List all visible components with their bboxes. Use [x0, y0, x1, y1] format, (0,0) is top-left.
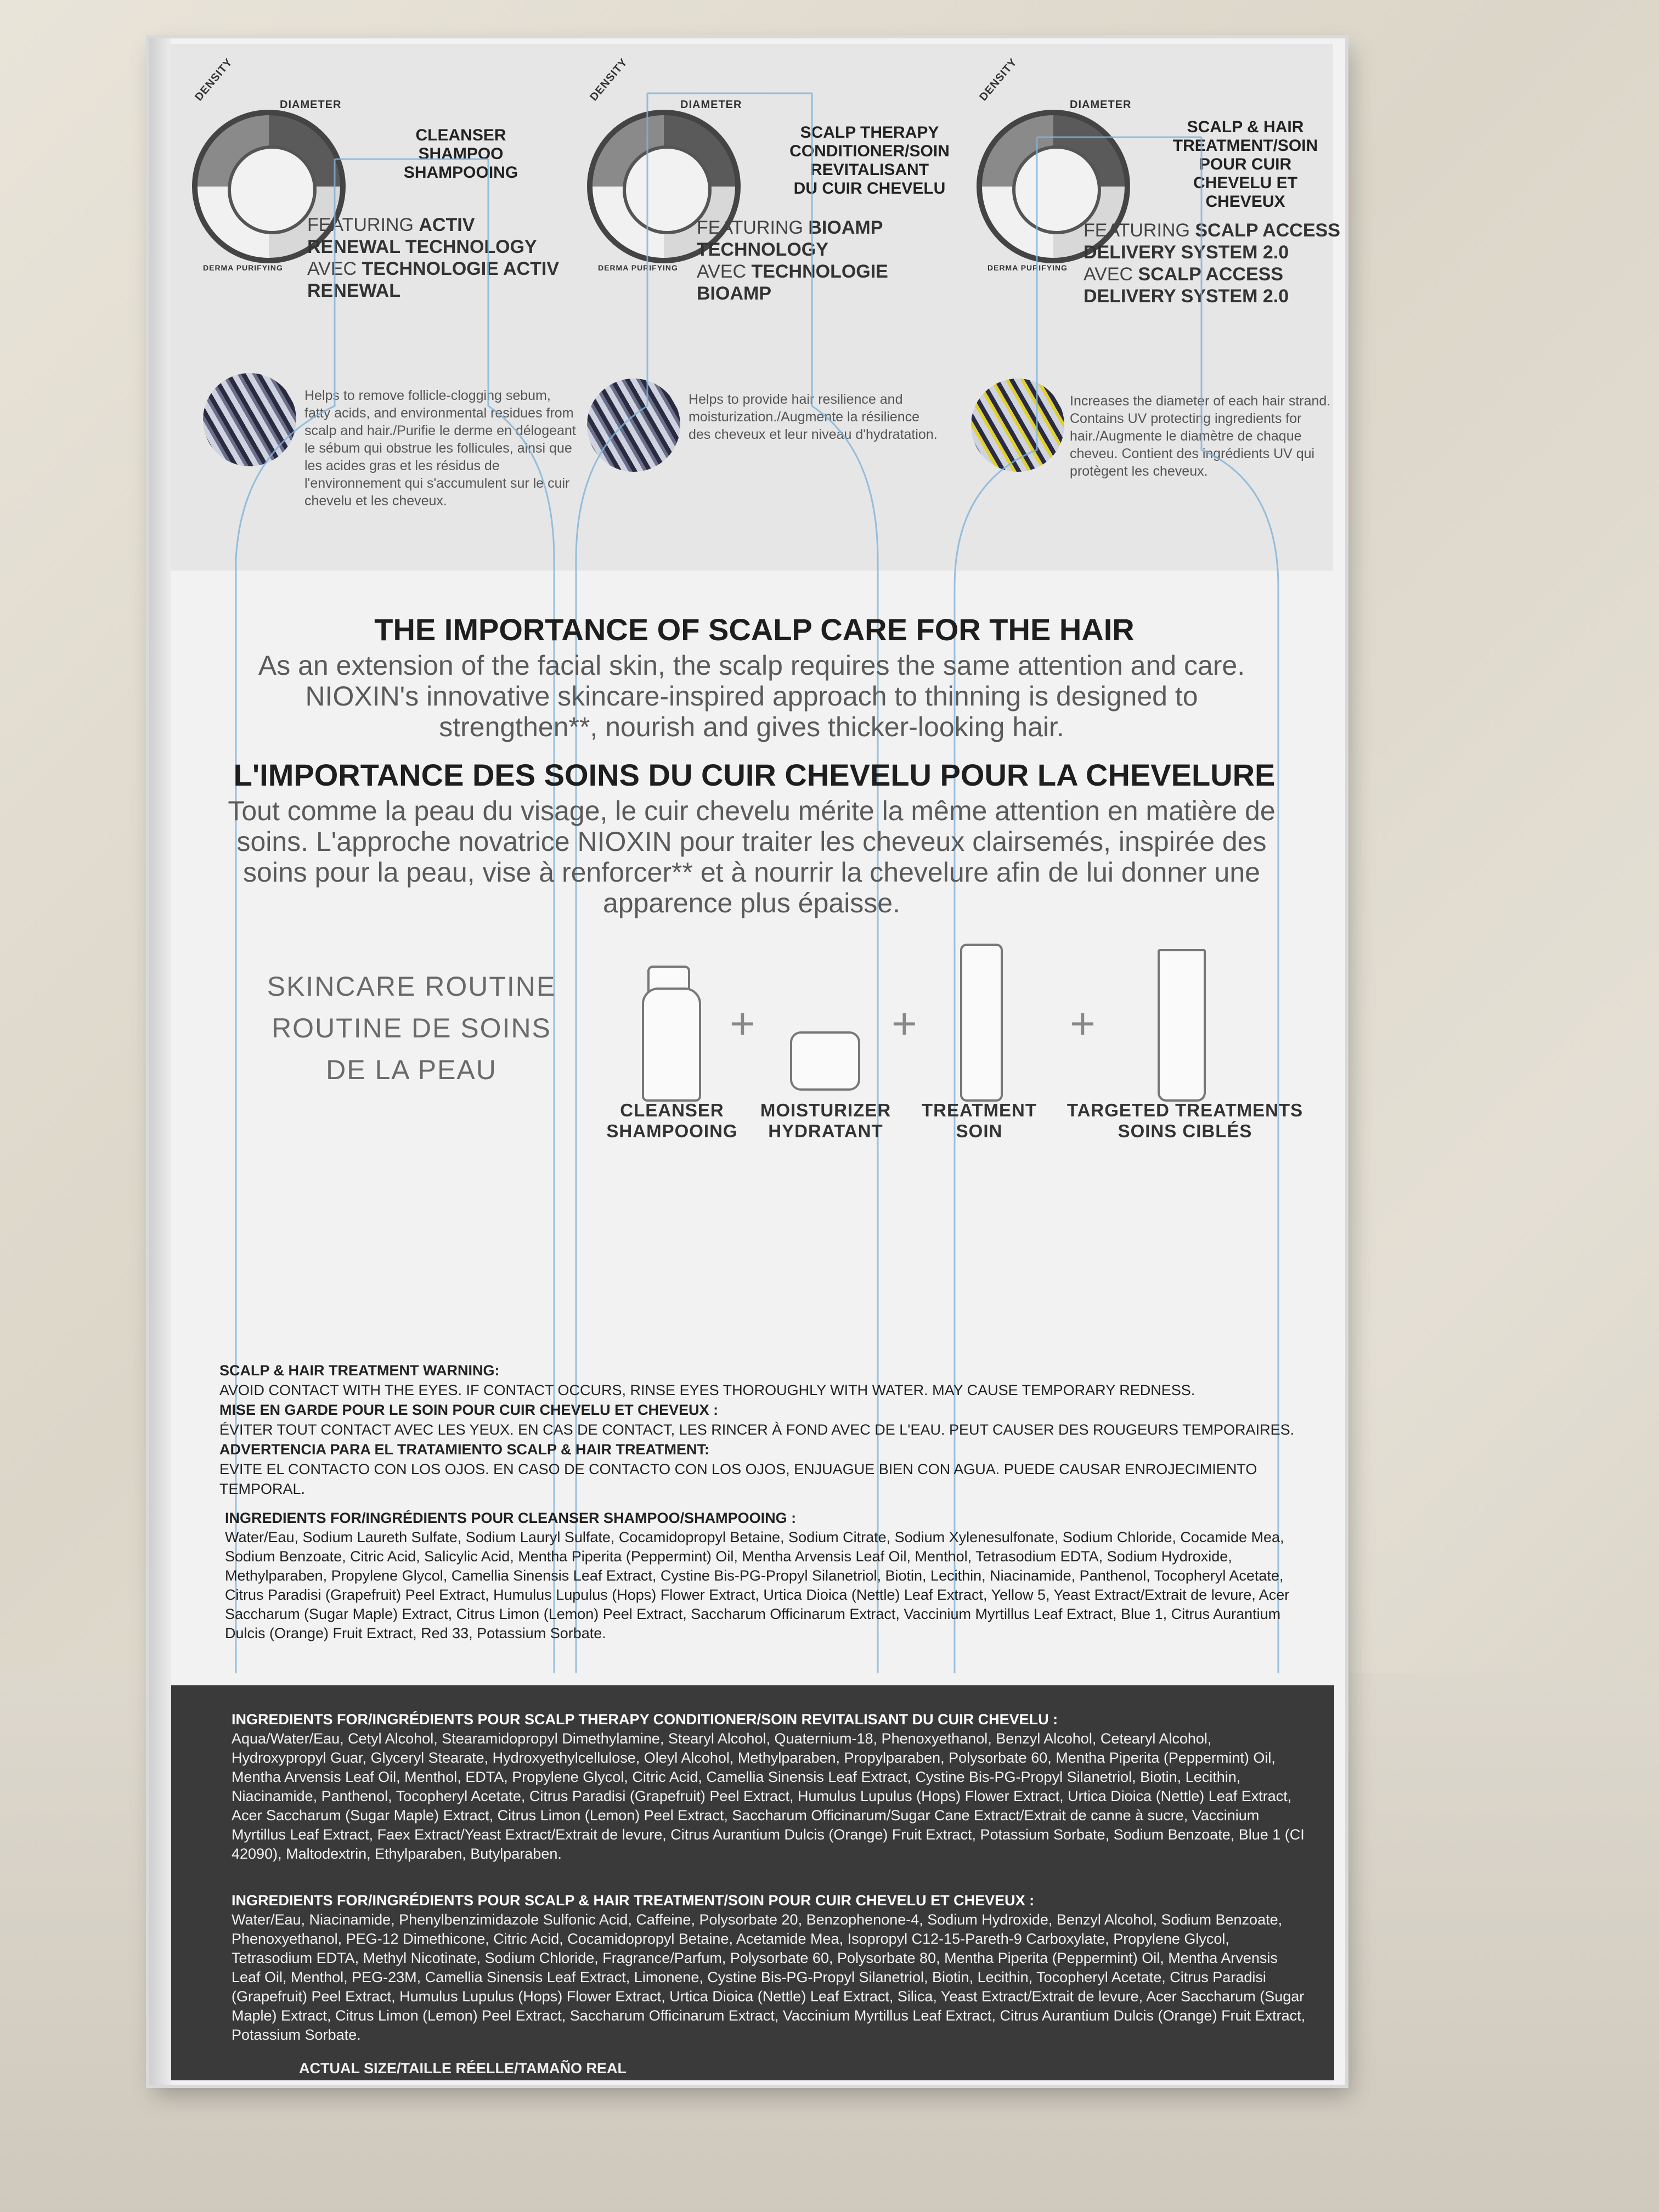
ingredients-shampoo-list: Water/Eau, Sodium Laureth Sulfate, Sodium Lauryl Sulfate, Cocamidopropyl Betaine, Sodium Citrate, Sodium Xylenesulfonate, Sodium Chloride, Cocamide Mea, Sodium Benzoate, Citric Acid, Salicylic Acid, Mentha Piperita (Peppermint) Oil, Mentha Arvensis Leaf Oil, Menthol, Tetrasodium EDTA, Sodium Hydroxide, Methylparaben, Propylene Glycol, Camellia Sinensis Leaf Extract, Cystine Bis-PG-Propyl Silanetriol, Biotin, Lecithin, Niacinamide, Panthenol, Tocopheryl Acetate, Citrus Paradisi (Grapefruit) Peel Extract, Humulus Lupulus (Hops) Flower Extract, Urtica Dioica (Nettle) Leaf Extract, Yellow 5, Yeast Extract/Extrait de levure, Acer Saccharum (Sugar Maple) Extract, Citrus Limon (Lemon) Peel Extract, Saccharum Officinarum Extract, Vaccinium Myrtillus Leaf Extract, Blue 1, Citrus Aurantium Dulcis (Orange) Fruit Extract, Red 33, Potassium Sorbate.	[225, 1529, 1290, 1641]
product-name: SCALP & HAIR TREATMENT/SOIN POUR CUIR CHEVELU ET CHEVEUX	[1172, 118, 1318, 211]
benefit-text: Helps to provide hair resilience and moisturization./Augmente la résilience des cheveux et leur niveau d'hydratation.	[689, 392, 938, 442]
benefit-text: Helps to remove follicle-clogging sebum, fatty acids, and environmental residues from scalp and hair./Purifie le derme en délogeant le sébum qui obstrue les follicules, ainsi que les acides gras et les résidus de l'environnement qui s'accumulent sur le cuir chevelu et les cheveux.	[304, 388, 576, 509]
warning-text-es: EVITE EL CONTACTO CON LOS OJOS. EN CASO DE CONTACTO CON LOS OJOS, ENJUAGUE BIEN CON AGUA. PUEDE CAUSAR ENROJECIMIENTO TEMPORAL.	[219, 1461, 1257, 1497]
ingredients-conditioner-list: Aqua/Water/Eau, Cetyl Alcohol, Stearamidopropyl Dimethylamine, Stearyl Alcohol, Quaternium-18, Phenoxyethanol, Benzyl Alcohol, Cetearyl Alcohol, Hydroxypropyl Guar, Glyceryl Stearate, Hydroxyethylcellulose, Oleyl Alcohol, Methylparaben, Propylparaben, Polysorbate 60, Mentha Piperita (Peppermint) Oil, Mentha Arvensis Leaf Oil, Menthol, EDTA, Propylene Glycol, Citric Acid, Camellia Sinensis Leaf Extract, Cystine Bis-PG-Propyl Silanetriol, Biotin, Lecithin, Niacinamide, Panthenol, Tocopheryl Acetate, Citrus Paradisi (Grapefruit) Peel Extract, Humulus Lupulus (Hops) Flower Extract, Urtica Dioica (Nettle) Leaf Extract, Acer Saccharum (Sugar Maple) Extract, Citrus Limon (Lemon) Peel Extract, Saccharum Officinarum/Sugar Cane Extract/Extrait de canne à sucre, Vaccinium Myrtillus Leaf Extract, Faex Extract/Yeast Extract/Extrait de levure, Citrus Aurantium Dulcis (Orange) Fruit Extract, Potassium Sorbate, Sodium Benzoate, Blue 1 (CI 42090), Maltodextrin, Ethylparaben, Butylparaben.	[232, 1730, 1305, 1862]
warning-title-fr: MISE EN GARDE POUR LE SOIN POUR CUIR CHEVELU ET CHEVEUX :	[219, 1402, 719, 1418]
moisturizer-jar-icon	[790, 1031, 860, 1091]
ingredients-conditioner-title: INGREDIENTS FOR/INGRÉDIENTS POUR SCALP THERAPY CONDITIONER/SOIN REVITALISANT DU CUIR CHEVELU :	[232, 1711, 1058, 1728]
ingredients-treatment-title: INGREDIENTS FOR/INGRÉDIENTS POUR SCALP & HAIR TREATMENT/SOIN POUR CUIR CHEVELU ET CHEVEUX :	[232, 1892, 1035, 1909]
warning-block	[219, 1361, 1317, 1499]
step-treatment: TREATMENT SOIN	[921, 1100, 1037, 1141]
importance-body-en: As an extension of the facial skin, the scalp requires the same attention and care. NIOXIN's innovative skincare-inspired approach to thinning is designed to strengthen**, nourish and gives thicker-looking hair.	[258, 650, 1245, 742]
importance-title-en: THE IMPORTANCE OF SCALP CARE FOR THE HAIR	[374, 612, 1135, 647]
box-side-edge	[149, 38, 171, 2085]
treatment-bottle-icon	[960, 944, 1003, 1102]
importance-body-fr: Tout comme la peau du visage, le cuir chevelu mérite la même attention en matière de soins. L'approche novatrice NIOXIN pour traiter les cheveux clairsemés, inspirée des soins pour la peau, vise à renforcer** et à nourrir la chevelure afin de lui donner une apparence plus épaisse.	[228, 795, 1276, 918]
dial-density-label: DENSITY	[193, 56, 235, 104]
ingredients-treatment-list: Water/Eau, Niacinamide, Phenylbenzimidazole Sulfonic Acid, Caffeine, Polysorbate 20, Benzophenone-4, Sodium Hydroxide, Benzyl Alcohol, Sodium Benzoate, Phenoxyethanol, PEG-12 Dimethicone, Citric Acid, Cocamidopropyl Betaine, Acetamide Mea, Isopropyl C12-15-Pareth-9 Carboxylate, Propylene Glycol, Tetrasodium EDTA, Methyl Nicotinate, Sodium Chloride, Fragrance/Parfum, Polysorbate 60, Polysorbate 80, Mentha Piperita (Peppermint) Oil, Mentha Arvensis Leaf Oil, Menthol, PEG-23M, Camellia Sinensis Leaf Extract, Limonene, Cystine Bis-PG-Propyl Silanetriol, Biotin, Lecithin, Tocopheryl Acetate, Citrus Paradisi (Grapefruit) Peel Extract, Humulus Lupulus (Hops) Flower Extract, Urtica Dioica (Nettle) Leaf Extract, Silica, Yeast Extract/Extrait de levure, Acer Saccharum (Sugar Maple) Extract, Citrus Limon (Lemon) Peel Extract, Saccharum Officinarum Extract, Vaccinium Myrtillus Leaf Extract, Citrus Aurantium Dulcis (Orange) Fruit Extract, Potassium Sorbate.	[232, 1911, 1306, 2043]
hair-strand-thumbnail	[203, 373, 296, 466]
dial-density-label: DENSITY	[588, 56, 630, 104]
warning-title-es: ADVERTENCIA PARA EL TRATAMIENTO SCALP & HAIR TREATMENT:	[219, 1441, 710, 1458]
ingredients-conditioner	[232, 1710, 1307, 1864]
warning-title-en: SCALP & HAIR TREATMENT WARNING:	[219, 1362, 500, 1379]
hair-strand-thumbnail	[587, 379, 680, 472]
product-treatment	[977, 56, 1350, 362]
benefit-text: Increases the diameter of each hair strand. Contains UV protecting ingredients for hair./Augmente le diamètre de chaque cheveu. Contient des ingrédients UV qui protègent les cheveux.	[1070, 393, 1331, 479]
step-cleanser: CLEANSER SHAMPOOING	[606, 1100, 738, 1141]
ingredients-shampoo	[225, 1509, 1317, 1643]
plus-icon: +	[730, 999, 755, 1048]
hair-strand-thumbnail	[971, 379, 1064, 472]
plus-icon: +	[891, 999, 917, 1048]
dial-derma-label: DERMA PURIFYING	[203, 263, 283, 272]
warning-text-en: AVOID CONTACT WITH THE EYES. IF CONTACT OCCURS, RINSE EYES THOROUGHLY WITH WATER. MAY CAUSE TEMPORARY REDNESS.	[219, 1382, 1195, 1398]
ingredients-shampoo-title: INGREDIENTS FOR/INGRÉDIENTS POUR CLEANSER SHAMPOO/SHAMPOOING :	[225, 1510, 797, 1526]
step-targeted: TARGETED TREATMENTS SOINS CIBLÉS	[1066, 1100, 1304, 1141]
tube-icon	[1158, 949, 1206, 1102]
dial-derma-label: DERMA PURIFYING	[988, 263, 1068, 272]
feature-text: FEATURING ACTIV RENEWAL TECHNOLOGY AVEC TECHNOLOGIE ACTIV RENEWAL	[307, 215, 560, 301]
product-cleanser	[192, 56, 565, 362]
dial-derma-label: DERMA PURIFYING	[598, 263, 678, 272]
routine-label: SKINCARE ROUTINE ROUTINE DE SOINS DE LA PEAU	[267, 971, 556, 1085]
ingredients-treatment	[232, 1891, 1307, 2045]
dial-diameter-label: DIAMETER	[680, 99, 742, 111]
dial-diameter-label: DIAMETER	[1070, 99, 1132, 111]
cleanser-bottle-icon	[642, 988, 701, 1102]
product-name: CLEANSER SHAMPOO SHAMPOOING	[403, 126, 518, 182]
importance-title-fr: L'IMPORTANCE DES SOINS DU CUIR CHEVELU POUR LA CHEVELURE	[233, 758, 1276, 792]
ingredients-dark-panel	[171, 1685, 1334, 2080]
product-conditioner	[587, 56, 960, 362]
feature-text: FEATURING SCALP ACCESS DELIVERY SYSTEM 2.0 AVEC SCALP ACCESS DELIVERY SYSTEM 2.0	[1084, 220, 1340, 307]
product-name: SCALP THERAPY CONDITIONER/SOIN REVITALISANT DU CUIR CHEVELU	[789, 123, 950, 198]
dial-diameter-label: DIAMETER	[280, 99, 342, 111]
warning-text-fr: ÉVITER TOUT CONTACT AVEC LES YEUX. EN CAS DE CONTACT, LES RINCER À FOND AVEC DE L'EAU. PEUT CAUSER DES ROUGEURS TEMPORAIRES.	[219, 1421, 1295, 1438]
plus-icon: +	[1070, 999, 1096, 1048]
feature-text: FEATURING BIOAMP TECHNOLOGY AVEC TECHNOLOGIE BIOAMP	[697, 217, 888, 304]
step-moisturizer: MOISTURIZER HYDRATANT	[760, 1100, 891, 1141]
dial-density-label: DENSITY	[977, 56, 1020, 104]
actual-size-label: ACTUAL SIZE/TAILLE RÉELLE/TAMAÑO REAL	[299, 2060, 627, 2076]
